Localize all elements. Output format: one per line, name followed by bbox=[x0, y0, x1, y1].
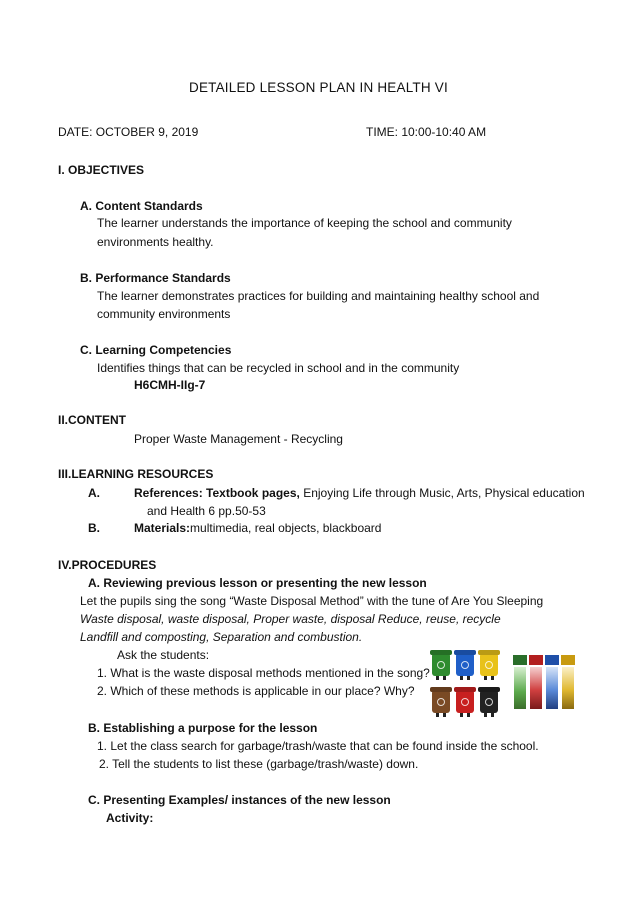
content-standards-heading: A. Content Standards bbox=[80, 199, 203, 213]
activity-label: Activity: bbox=[106, 811, 154, 825]
red-bin-icon bbox=[456, 691, 474, 713]
purpose-heading: B. Establishing a purpose for the lesson bbox=[88, 721, 318, 735]
materials-letter: B. bbox=[88, 521, 100, 535]
performance-standards-text-2: community environments bbox=[97, 307, 231, 321]
question-1: 1. What is the waste disposal methods mentioned in the song? bbox=[97, 666, 430, 680]
references-line bbox=[134, 486, 585, 501]
materials-text: multimedia, real objects, blackboard bbox=[190, 521, 382, 535]
recycling-bins-illustration bbox=[430, 650, 502, 722]
content-standards-text-2: environments healthy. bbox=[97, 235, 214, 249]
recycling-categories-illustration bbox=[513, 655, 575, 713]
references-letter: A. bbox=[88, 486, 100, 500]
blue-bin-icon bbox=[456, 654, 474, 676]
brown-bin-icon bbox=[432, 691, 450, 713]
page-title: DETAILED LESSON PLAN IN HEALTH VI bbox=[189, 80, 448, 95]
category-panel-3 bbox=[545, 655, 559, 711]
references-text-2: and Health 6 pp.50-53 bbox=[147, 504, 266, 518]
learning-resources-heading: III.LEARNING RESOURCES bbox=[58, 467, 214, 481]
time-text: TIME: 10:00-10:40 AM bbox=[366, 125, 487, 139]
competency-code: H6CMH-IIg-7 bbox=[134, 378, 206, 392]
materials-label: Materials: bbox=[134, 521, 191, 535]
category-panel-1 bbox=[513, 655, 527, 711]
category-panel-2 bbox=[529, 655, 543, 711]
black-bin-icon bbox=[480, 691, 498, 713]
reviewing-text-1: Let the pupils sing the song “Waste Disposal Method” with the tune of Are You Sleeping bbox=[80, 594, 544, 608]
purpose-text-2: 2. Tell the students to list these (garbage/trash/waste) down. bbox=[99, 757, 419, 771]
references-label: References: Textbook pages, bbox=[134, 486, 300, 500]
green-bin-icon bbox=[432, 654, 450, 676]
content-text: Proper Waste Management - Recycling bbox=[134, 432, 343, 446]
learning-competencies-text: Identifies things that can be recycled in school and in the community bbox=[97, 361, 460, 375]
song-lyrics-1: Waste disposal, waste disposal, Proper waste, disposal Reduce, reuse, recycle bbox=[80, 612, 501, 626]
objectives-heading: I. OBJECTIVES bbox=[58, 163, 145, 177]
date-text: DATE: OCTOBER 9, 2019 bbox=[58, 125, 199, 139]
performance-standards-text-1: The learner demonstrates practices for building and maintaining healthy school and bbox=[97, 289, 540, 303]
category-panel-4 bbox=[561, 655, 575, 711]
yellow-bin-icon bbox=[480, 654, 498, 676]
question-2: 2. Which of these methods is applicable in our place? Why? bbox=[97, 684, 415, 698]
content-standards-text-1: The learner understands the importance of keeping the school and community bbox=[97, 216, 512, 230]
references-text: Enjoying Life through Music, Arts, Physical education bbox=[303, 486, 585, 500]
materials-line bbox=[134, 521, 381, 536]
purpose-text-1: 1. Let the class search for garbage/trash/waste that can be found inside the school. bbox=[97, 739, 539, 753]
content-heading: II.CONTENT bbox=[58, 413, 126, 427]
ask-students: Ask the students: bbox=[117, 648, 210, 662]
song-lyrics-2: Landfill and composting, Separation and combustion. bbox=[80, 630, 363, 644]
procedures-heading: IV.PROCEDURES bbox=[58, 558, 157, 572]
reviewing-heading: A. Reviewing previous lesson or presenting the new lesson bbox=[88, 576, 427, 590]
learning-competencies-heading: C. Learning Competencies bbox=[80, 343, 232, 357]
presenting-examples-heading: C. Presenting Examples/ instances of the new lesson bbox=[88, 793, 391, 807]
performance-standards-heading: B. Performance Standards bbox=[80, 271, 231, 285]
